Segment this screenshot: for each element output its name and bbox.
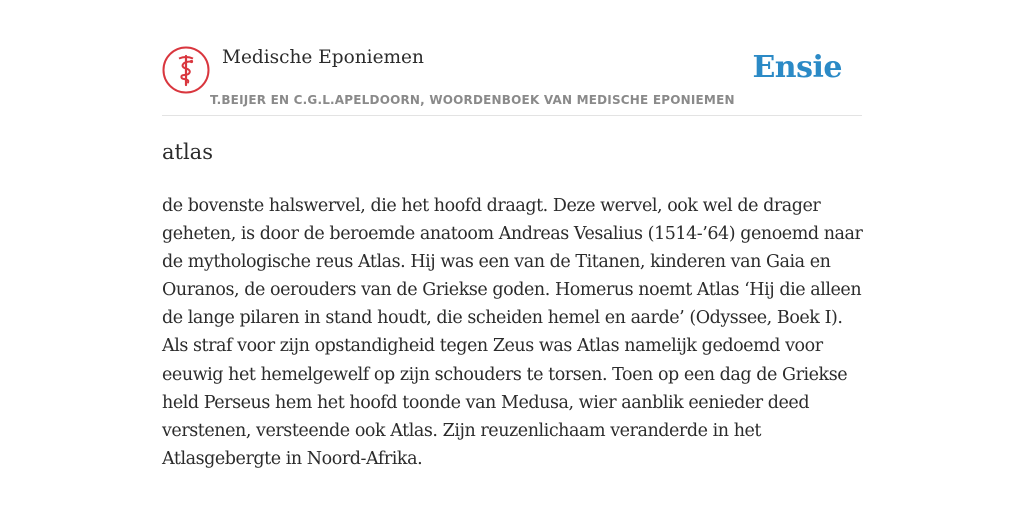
caduceus-icon[interactable] [162, 46, 210, 94]
header-divider [162, 115, 862, 116]
source-subtitle: T.BEIJER EN C.G.L.APELDOORN, WOORDENBOEK VAN MEDISCHE EPONIEMEN [210, 93, 735, 107]
definition-text: de bovenste halswervel, die het hoofd draagt. Deze wervel, ook wel de drager geheten, is door de beroemde anatoom Andreas Vesalius (1514-’64) genoemd naar de mythologische reus Atlas. Hij was een van de Titanen, kinderen van Gaia en Ouranos, de oerouders van de Griekse goden. Homerus noemt Atlas ‘Hij die alleen de lange pilaren in stand houdt, die scheiden hemel en aarde’ (Odyssee, Boek I). Als straf voor zijn opstandigheid tegen Zeus was Atlas namelijk gedoemd voor eeuwig het hemelgewelf op zijn schouders te torsen. Toen op een dag de Griekse held Perseus hem het hoofd toonde van Medusa, wier aanblik eenieder deed verstenen, versteende ook Atlas. Zijn reuzenlichaam veranderde in het Atlasgebergte in Noord-Afrika. [162, 196, 863, 469]
brand-logo[interactable]: Ensie [752, 50, 842, 85]
source-title[interactable]: Medische Eponiemen [222, 47, 424, 68]
entry-header [162, 44, 862, 116]
headword: atlas [162, 140, 213, 164]
